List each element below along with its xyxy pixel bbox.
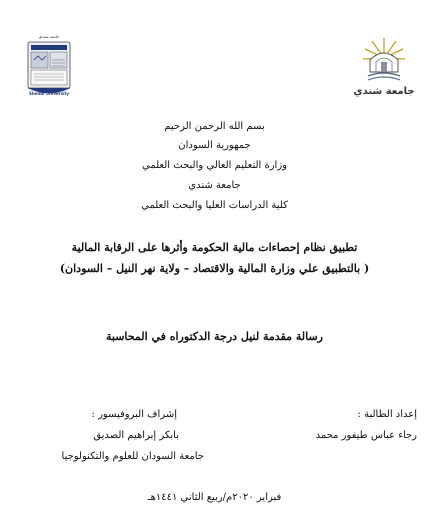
- ministry-line: وزارة التعليم العالي والبحث العلمي: [142, 160, 287, 171]
- republic-line: جمهورية السودان: [178, 140, 251, 151]
- supervisor-affiliation: جامعة السودان للعلوم والتكنولوجيا: [61, 451, 204, 462]
- shendi-university-emblem-logo: [353, 36, 415, 100]
- thesis-subtitle: ( بالتطبيق علي وزارة المالية والاقتصاد – ولاية نهر النيل – السودان): [59, 262, 370, 275]
- basmala-line: بسم الله الرحمن الرحيم: [164, 121, 265, 132]
- supervisor-label: إشراف البروفيسور :: [91, 409, 177, 420]
- degree-statement: رسالة مقدمة لنيل درجة الدكتوراه في المحاسبة: [106, 330, 323, 343]
- supervisor-name: بابكر إبراهيم الصديق: [93, 430, 179, 441]
- submission-date: فبراير ٢٠٢٠م/ربيع الثاني ١٤٤١هـ: [147, 492, 282, 503]
- crest-bottom-text: Shendi University: [29, 91, 69, 96]
- crest-top-text: جامعة شندي: [38, 34, 60, 39]
- emblem-text: جامعة شندي: [353, 86, 415, 97]
- college-line: كلية الدراسات العليا والبحث العلمي: [141, 200, 288, 211]
- prepared-by-label: إعداد الطالبة :: [357, 409, 417, 420]
- university-line: جامعة شندي: [188, 180, 241, 191]
- shendi-university-crest-logo: [22, 34, 76, 102]
- emblem-icon: [353, 36, 415, 100]
- thesis-title: تطبيق نظام إحصاءات مالية الحكومة وأثرها على الرقابة المالية: [71, 241, 358, 254]
- student-name: رجاء عباس طيفور محمد: [315, 430, 417, 441]
